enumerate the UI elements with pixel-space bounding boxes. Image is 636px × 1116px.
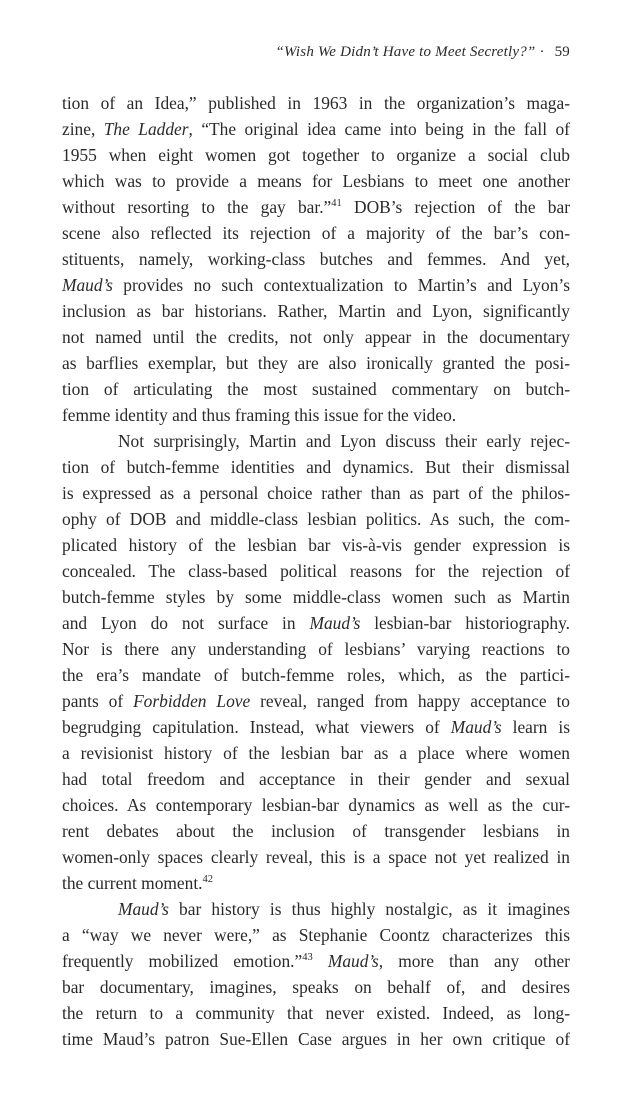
text-line: [62, 220, 570, 246]
text-run: choices. As contemporary lesbian-bar dynamics as well as the cur-: [62, 795, 570, 815]
text-line: [62, 766, 570, 792]
italic-title: Maud’s: [450, 717, 502, 737]
text-run: DOB’s rejection of the bar: [341, 197, 570, 217]
text-run: and Lyon do not surface in: [62, 613, 310, 633]
text-line: [62, 480, 570, 506]
text-run: bar history is thus highly nostalgic, as it imagines: [168, 899, 570, 919]
text-line: [62, 1026, 570, 1052]
text-run: concealed. The class-based political reasons for the rejection of: [62, 561, 570, 581]
text-run: stituents, namely, working-class butches and femmes. And yet,: [62, 249, 570, 269]
footnote-ref: 42: [202, 874, 214, 885]
text-line: [62, 844, 570, 870]
text-line: [62, 428, 570, 454]
text-line: [62, 636, 570, 662]
text-run: provides no such contextualization to Martin’s and Lyon’s: [112, 275, 570, 295]
italic-title: Forbidden Love: [133, 691, 251, 711]
text-run: ophy of DOB and middle-class lesbian politics. As such, the com-: [62, 509, 570, 529]
text-run: not named until the credits, not only appear in the documentary: [62, 327, 570, 347]
text-line: [62, 298, 570, 324]
text-run: the era’s mandate of butch-femme roles, which, as the partici-: [62, 665, 570, 685]
text-line: [62, 558, 570, 584]
text-line: [62, 714, 570, 740]
text-run: a revisionist history of the lesbian bar as a place where women: [62, 743, 570, 763]
text-run: learn is: [501, 717, 570, 737]
text-line: [62, 168, 570, 194]
text-run: frequently mobilized emotion.”: [62, 951, 303, 971]
text-line: [62, 740, 570, 766]
text-run: without resorting to the gay bar.”: [62, 197, 332, 217]
text-line: [62, 974, 570, 1000]
text-run: plicated history of the lesbian bar vis-à-vis gender expression is: [62, 535, 570, 555]
running-head: [276, 44, 571, 61]
text-run: which was to provide a means for Lesbians to meet one another: [62, 171, 570, 191]
text-line: [62, 194, 570, 220]
text-run: pants of: [62, 691, 134, 711]
text-run: tion of articulating the most sustained commentary on butch-: [62, 379, 570, 399]
text-run: is expressed as a personal choice rather than as part of the philos-: [62, 483, 570, 503]
text-line: [62, 376, 570, 402]
text-line: [62, 948, 570, 974]
italic-title: Maud’s: [327, 951, 379, 971]
text-run: zine,: [62, 119, 104, 139]
text-line: [62, 792, 570, 818]
text-line: [62, 610, 570, 636]
text-run: , “The original idea came into being in the fall of: [188, 119, 570, 139]
text-line: [62, 142, 570, 168]
text-line: [62, 272, 570, 298]
text-line: [62, 246, 570, 272]
text-run: Nor is there any understanding of lesbians’ varying reactions to: [62, 639, 570, 659]
text-run: butch-femme styles by some middle-class women such as Martin: [62, 587, 570, 607]
running-head-title: “Wish We Didn’t Have to Meet Secretly?”: [275, 44, 536, 60]
text-run: a “way we never were,” as Stephanie Coontz characterizes this: [62, 925, 570, 945]
text-line: [62, 532, 570, 558]
italic-title: Maud’s: [62, 275, 113, 295]
text-line: [62, 116, 570, 142]
text-run: begrudging capitulation. Instead, what viewers of: [62, 717, 451, 737]
text-run: [313, 951, 328, 971]
text-line: [62, 350, 570, 376]
text-run: reveal, ranged from happy acceptance to: [250, 691, 570, 711]
body-text: [62, 90, 570, 1052]
text-run: the current moment.: [62, 873, 203, 893]
text-run: had total freedom and acceptance in their gender and sexual: [62, 769, 570, 789]
text-line: [62, 584, 570, 610]
text-run: women-only spaces clearly reveal, this is a space not yet realized in: [62, 847, 570, 867]
page-number: 59: [554, 44, 570, 60]
text-run: 1955 when eight women got together to organize a social club: [62, 145, 570, 165]
italic-title: Maud’s: [118, 899, 169, 919]
footnote-ref: 43: [302, 952, 313, 963]
italic-title: The Ladder: [103, 119, 189, 139]
text-line: [62, 454, 570, 480]
text-line: [62, 922, 570, 948]
text-line: [62, 1000, 570, 1026]
text-run: tion of butch-femme identities and dynamics. But their dismissal: [62, 457, 570, 477]
text-run: tion of an Idea,” published in 1963 in the organization’s maga-: [62, 93, 570, 113]
text-line: [62, 896, 570, 922]
text-line: [62, 662, 570, 688]
text-run: lesbian-bar historiography.: [360, 613, 570, 633]
text-run: bar documentary, imagines, speaks on behalf of, and desires: [62, 977, 570, 997]
italic-title: Maud’s: [309, 613, 361, 633]
text-line: [62, 90, 570, 116]
text-run: Not surprisingly, Martin and Lyon discuss their early rejec-: [118, 431, 570, 451]
text-run: as barflies exemplar, but they are also ironically granted the posi-: [62, 353, 570, 373]
text-run: femme identity and thus framing this issue for the video.: [62, 405, 457, 425]
text-run: rent debates about the inclusion of transgender lesbians in: [62, 821, 570, 841]
text-run: scene also reflected its rejection of a majority of the bar’s con-: [62, 223, 570, 243]
text-run: , more than any other: [378, 951, 570, 971]
text-run: the return to a community that never existed. Indeed, as long-: [62, 1003, 570, 1023]
text-line: [62, 324, 570, 350]
running-head-separator: ·: [539, 44, 545, 60]
text-line: [62, 688, 570, 714]
text-line: [62, 402, 570, 428]
text-line: [62, 818, 570, 844]
footnote-ref: 41: [331, 198, 342, 209]
text-line: [62, 870, 570, 896]
text-run: time Maud’s patron Sue-Ellen Case argues in her own critique of: [62, 1029, 570, 1049]
text-line: [62, 506, 570, 532]
text-run: inclusion as bar historians. Rather, Martin and Lyon, significantly: [62, 301, 570, 321]
